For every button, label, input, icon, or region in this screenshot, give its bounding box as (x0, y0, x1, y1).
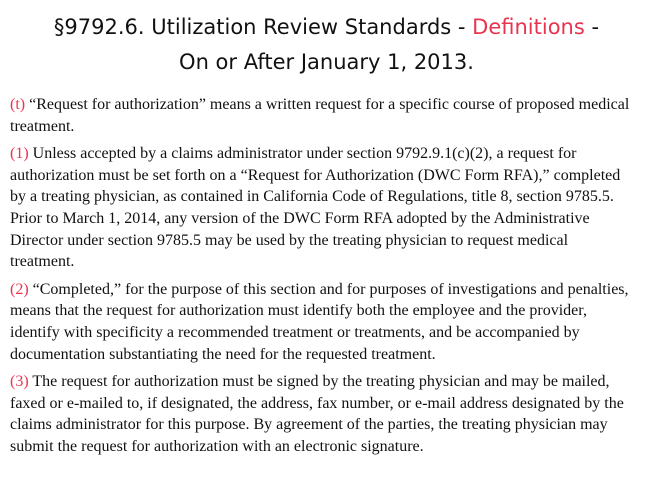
paragraph-text: Unless accepted by a claims administrator under section 9792.9.1(c)(2), a request for authorization must be set forth on a “Request for Authorization (DWC Form RFA),” completed by a treating physician, as contained in California Code of Regulations, title 8, section 9785.5. Prior to March 1, 2014, any version of the DWC Form RFA adopted by the Administrative Director under section 9785.5 may be used by the treating physician to request medical treatment. (10, 145, 621, 271)
paragraph-3 (10, 371, 636, 457)
paragraph-marker: (t) (10, 96, 26, 113)
paragraph-t (10, 94, 636, 137)
paragraph-text: “Request for authorization” means a written request for a specific course of proposed medical treatment. (10, 96, 630, 135)
paragraph-marker: (1) (10, 145, 29, 163)
paragraph-1 (10, 143, 636, 273)
paragraph-text: The request for authorization must be signed by the treating physician and may be mailed, faxed or e-mailed to, if designated, the address, fax number, or e-mail address designated by the claims administrator for this purpose. By agreement of the parties, the treating physician may submit the request for authorization with an electronic signature. (10, 373, 624, 455)
definitions-link[interactable]: Definitions (472, 15, 585, 39)
page-title (0, 10, 653, 80)
title-date-line: On or After January 1, 2013. (179, 50, 474, 74)
title-suffix: - (584, 15, 600, 39)
paragraph-marker: (2) (10, 280, 29, 298)
paragraph-marker: (3) (10, 373, 29, 391)
regulation-text (10, 94, 636, 464)
title-prefix: §9792.6. Utilization Review Standards - (53, 15, 473, 39)
paragraph-2 (10, 279, 636, 365)
paragraph-text: “Completed,” for the purpose of this section and for purposes of investigations and penalties, means that the request for authorization must identify both the employee and the provider, identify with specificity a recommended treatment or treatments, and be accompanied by documentation substantiating the need for the requested treatment. (10, 280, 629, 363)
